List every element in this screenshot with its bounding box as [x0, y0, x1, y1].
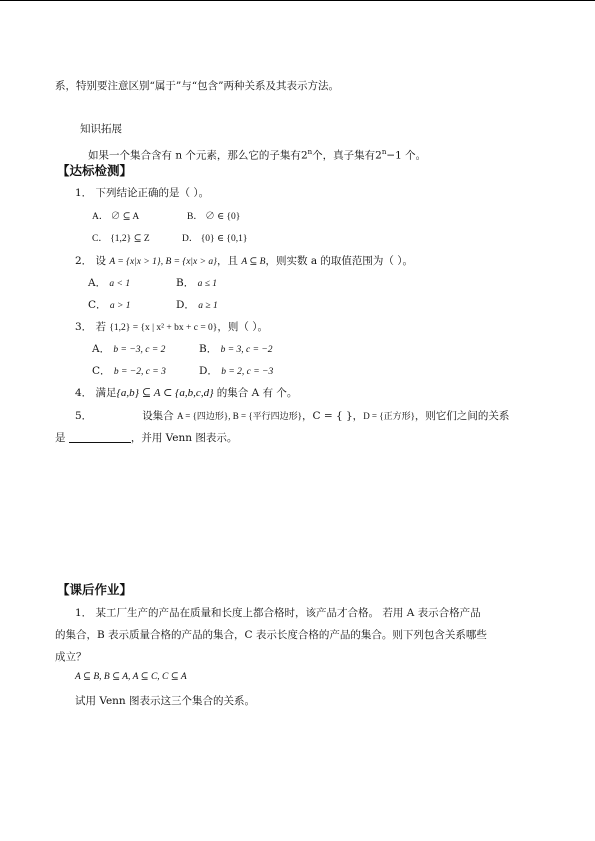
page-top-rule — [0, 0, 595, 1]
section-title-extension: 知识拓展 — [80, 123, 122, 135]
hw1-line3: 成立？ — [55, 651, 87, 663]
q2-option-c: C． a > 1 — [88, 299, 131, 311]
answer-blank[interactable] — [69, 432, 131, 443]
q1-option-a: A． ∅ ⊆ A — [92, 212, 140, 222]
q3-option-b: B． b = 3, c = −2 — [199, 343, 273, 355]
section-heading-homework: 【课后作业】 — [57, 582, 133, 597]
intro-text-line: 系，特别要注意区别“属于”与“包含”两种关系及其表示方法。 — [55, 80, 339, 92]
q1-option-b: B． ∅ ∈ {0} — [187, 212, 241, 222]
q3-stem: 3． 若 {1,2} = {x | x² + bx + c = 0}，则（ ）。 — [75, 321, 268, 333]
hw1-line1: 1． 某工厂生产的产品在质量和长度上都合格时，该产品才合格。 若用 A 表示合格产品 — [75, 607, 481, 619]
q1-stem: 1． 下列结论正确的是（ ）。 — [75, 187, 210, 199]
q3-option-c: C． b = −2, c = 3 — [92, 365, 166, 377]
q1-option-d: D． {0} ∈ {0,1} — [182, 234, 248, 244]
q2-option-b: B． a ≤ 1 — [176, 277, 218, 289]
section-heading-check: 【达标检测】 — [57, 163, 133, 178]
q4-stem: 4． 满足{a,b} ⊆ A ⊂ {a,b,c,d} 的集合 A 有 个。 — [75, 387, 298, 399]
hw1-relations: A ⊆ B, B ⊆ A, A ⊆ C, C ⊆ A — [75, 672, 187, 682]
extension-text: 如果一个集合含有 n 个元素，那么它的子集有2$^n$个，真子集有$2^n-1$ 个。 — [88, 148, 427, 162]
hw1-venn-task: 试用 Venn 图表示这三个集合的关系。 — [75, 695, 256, 707]
q5-stem: 5． 设集合 A = {四边形}, B = {平行四边形}，C = { }，D = {正方形}，则它们之间的关系 — [75, 410, 510, 422]
q2-stem: 2． 设 A = {x|x > 1}, B = {x|x > a}，且 A ⊆ B，则实数 a 的取值范围为（ ）。 — [75, 255, 414, 267]
q3-option-d: D． b = 2, c = −3 — [199, 365, 274, 377]
q2-option-d: D． a ≥ 1 — [176, 299, 218, 311]
q2-option-a: A． a < 1 — [88, 277, 131, 289]
q5-continuation: 是 ，并用 Venn 图表示。 — [55, 432, 238, 444]
hw1-line2: 的集合，B 表示质量合格的产品的集合，C 表示长度合格的产品的集合。则下列包含关系哪些 — [55, 629, 487, 641]
q1-option-c: C． {1,2} ⊆ Z — [92, 234, 150, 244]
q3-option-a: A． b = −3, c = 2 — [92, 343, 166, 355]
